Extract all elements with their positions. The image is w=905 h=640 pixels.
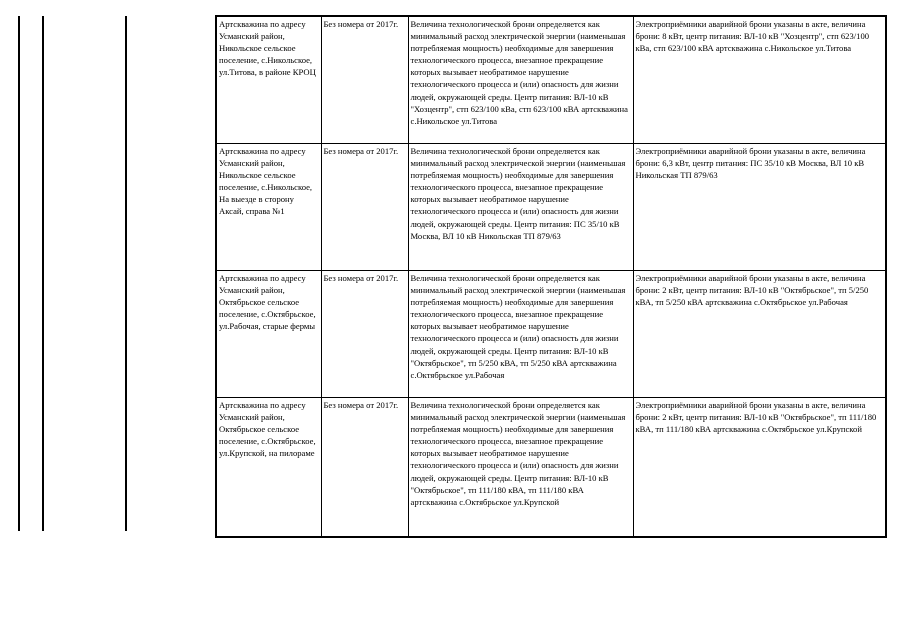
receivers-cell: Электроприёмники аварийной брони указаны в акте, величина брони: 6,3 кВт, центр питания: ПС 35/10 кВ Москва, ВЛ 10 кВ Никольская ТП 879/63 [633, 144, 886, 271]
document-cell: Без номера от 2017г. [321, 398, 408, 538]
left-border-line-1 [18, 16, 20, 531]
document-cell: Без номера от 2017г. [321, 271, 408, 398]
object-address-cell: Артскважина по адресу Усманский район, Никольское сельское поселение, с.Никольское, На выезде в сторону Аксай, справа №1 [216, 144, 321, 271]
document-cell: Без номера от 2017г. [321, 144, 408, 271]
reserve-description-cell: Величина технологической брони определяется как минимальный расход электрической энергии (наименьшая потребляемая мощность) необходимые для завершения технологического процесса, внезапное прекращение которых вызывает необратимое нарушение технологического процесса и (или) опасность для жизни людей, окружающей среды. Центр питания: ВЛ-10 кВ "Хозцентр", стп 623/100 кВа, стп 623/100 кВА артскважина с.Никольское ул.Титова [408, 16, 633, 144]
table-row [216, 16, 886, 144]
receivers-cell: Электроприёмники аварийной брони указаны в акте, величина брони: 2 кВт, центр питания: ВЛ-10 кВ "Октябрьское", тп 111/180 кВА, тп 111/180 кВА артскважина с.Октябрьское ул.Крупской [633, 398, 886, 538]
document-cell: Без номера от 2017г. [321, 16, 408, 144]
object-address-cell: Артскважина по адресу Усманский район, Октябрьское сельское поселение, с.Октябрьское, ул.Рабочая, старые фермы [216, 271, 321, 398]
left-border-line-3 [125, 16, 127, 531]
table-row [216, 271, 886, 398]
table-row [216, 398, 886, 538]
receivers-cell: Электроприёмники аварийной брони указаны в акте, величина брони: 8 кВт, центр питания: ВЛ-10 кВ "Хозцентр", стп 623/100 кВа, стп 623/100 кВА артскважина с.Никольское ул.Титова [633, 16, 886, 144]
object-address-cell: Артскважина по адресу Усманский район, Октябрьское сельское поселение, с.Октябрьское, ул.Крупской, на пилораме [216, 398, 321, 538]
reserve-description-cell: Величина технологической брони определяется как минимальный расход электрической энергии (наименьшая потребляемая мощность) необходимые для завершения технологического процесса, внезапное прекращение которых вызывает необратимое нарушение технологического процесса и (или) опасность для жизни людей, окружающей среды. Центр питания: ПС 35/10 кВ Москва, ВЛ 10 кВ Никольская ТП 879/63 [408, 144, 633, 271]
table-row [216, 144, 886, 271]
reserve-description-cell: Величина технологической брони определяется как минимальный расход электрической энергии (наименьшая потребляемая мощность) необходимые для завершения технологического процесса, внезапное прекращение которых вызывает необратимое нарушение технологического процесса и (или) опасность для жизни людей, окружающей среды. Центр питания: ВЛ-10 кВ "Октябрьское", тп 5/250 кВА, тп 5/250 кВА артскважина с.Октябрьское ул.Рабочая [408, 271, 633, 398]
receivers-cell: Электроприёмники аварийной брони указаны в акте, величина брони: 2 кВт, центр питания: ВЛ-10 кВ "Октябрьское", тп 5/250 кВА, тп 5/250 кВА артскважина с.Октябрьское ул.Рабочая [633, 271, 886, 398]
left-border-line-2 [42, 16, 44, 531]
emergency-reserve-table [215, 15, 887, 538]
object-address-cell: Артскважина по адресу Усманский район, Никольское сельское поселение, с.Никольское, ул.Титова, в районе КРОЦ [216, 16, 321, 144]
reserve-description-cell: Величина технологической брони определяется как минимальный расход электрической энергии (наименьшая потребляемая мощность) необходимые для завершения технологического процесса, внезапное прекращение которых вызывает необратимое нарушение технологического процесса и (или) опасность для жизни людей, окружающей среды. Центр питания: ВЛ-10 кВ "Октябрьское", тп 111/180 кВА, тп 111/180 кВА артскважина с.Октябрьское ул.Крупской [408, 398, 633, 538]
